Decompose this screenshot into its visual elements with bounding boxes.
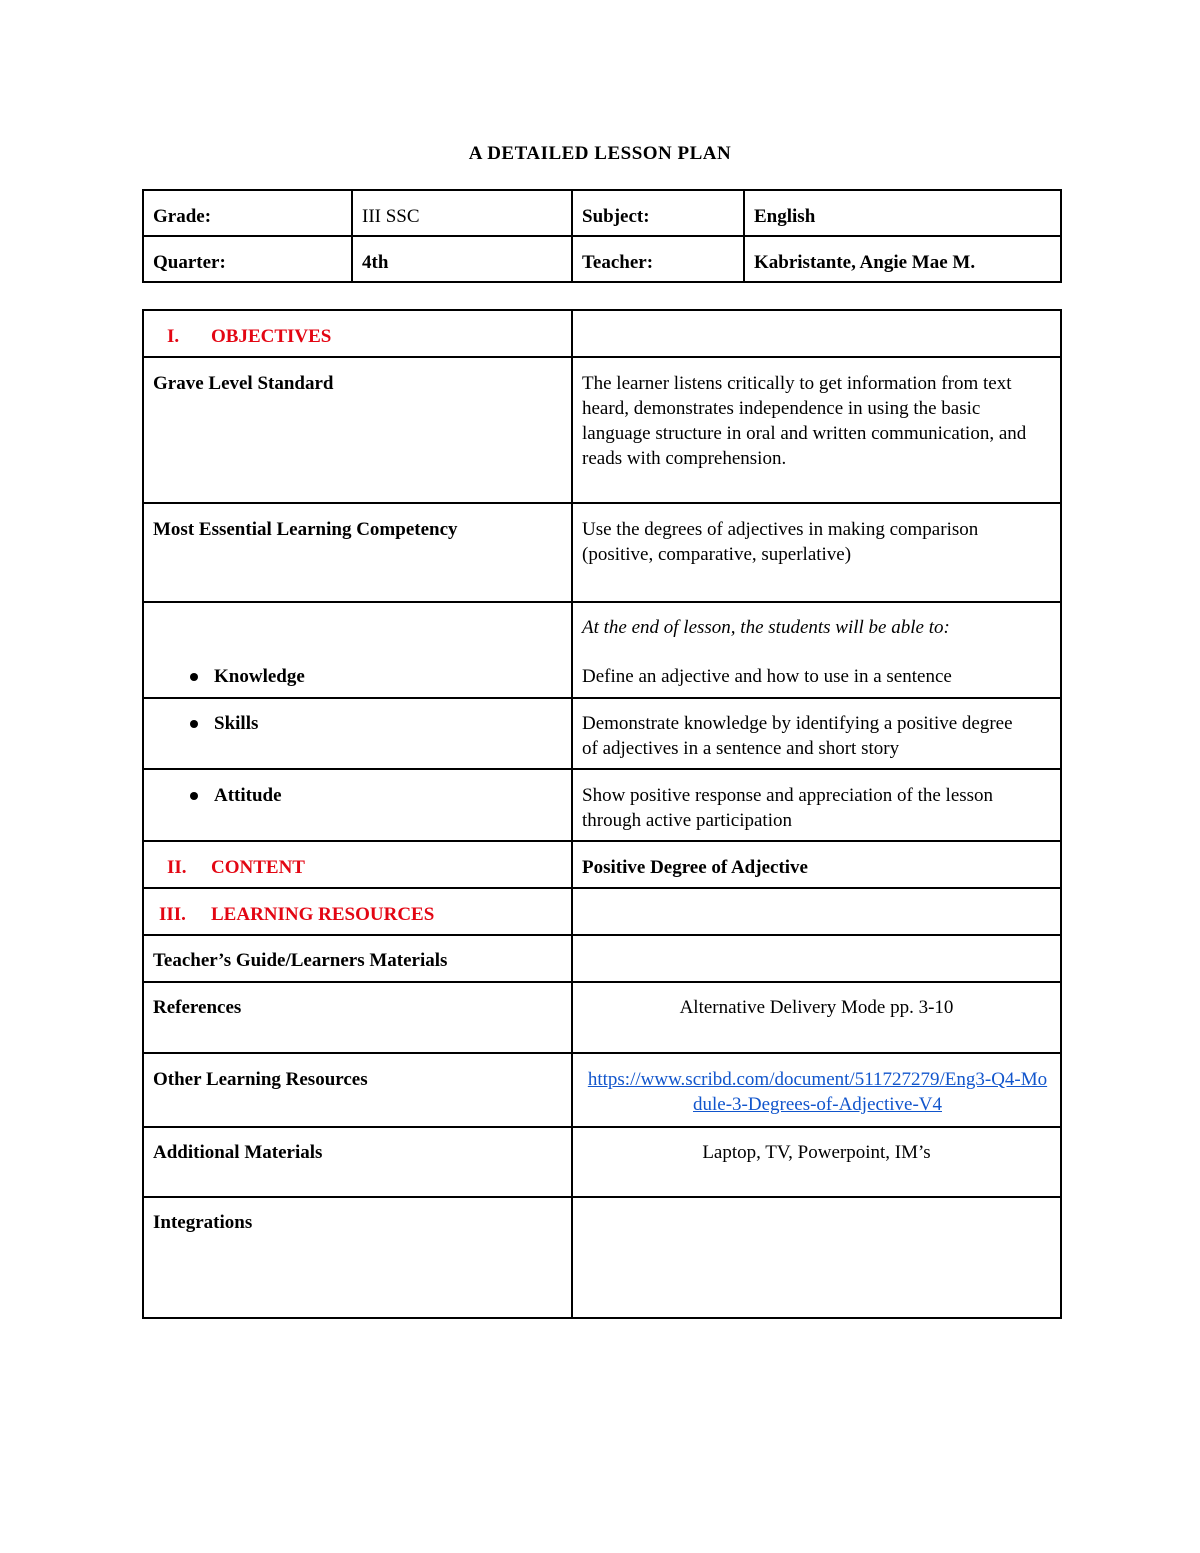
grade-level-label: Grave Level Standard — [143, 357, 572, 503]
knowledge-text: Define an adjective and how to use in a sentence — [582, 666, 952, 687]
knowledge-label: Knowledge — [214, 666, 305, 687]
objectives-empty-cell — [572, 310, 1061, 357]
attitude-cell — [143, 769, 572, 841]
info-row-grade — [143, 190, 1061, 236]
attitude-text: Show positive response and appreciation of the lesson through active participation — [572, 769, 1061, 841]
attitude-row — [143, 769, 1061, 841]
grade-level-row — [143, 357, 1061, 503]
grade-value: III SSC — [352, 190, 572, 236]
bullet-icon — [190, 792, 198, 800]
knowledge-row — [143, 602, 1061, 698]
knowledge-text-cell — [572, 602, 1061, 698]
additional-label: Additional Materials — [143, 1127, 572, 1197]
objectives-heading-cell — [143, 310, 572, 357]
resources-empty-cell — [572, 888, 1061, 935]
quarter-label: Quarter: — [143, 236, 352, 282]
resources-heading-cell — [143, 888, 572, 935]
skills-cell — [143, 698, 572, 769]
melc-label: Most Essential Learning Competency — [143, 503, 572, 602]
attitude-label: Attitude — [214, 785, 282, 806]
references-label: References — [143, 982, 572, 1053]
grade-level-text: The learner listens critically to get information from text heard, demonstrates independence in using the basic language structure in oral and written communication, and reads with comprehension. — [572, 357, 1061, 503]
melc-row — [143, 503, 1061, 602]
teacher-value: Kabristante, Angie Mae M. — [744, 236, 1061, 282]
content-heading-cell — [143, 841, 572, 888]
bullet-icon — [190, 673, 198, 681]
integrations-row — [143, 1197, 1061, 1318]
additional-text: Laptop, TV, Powerpoint, IM’s — [572, 1127, 1061, 1197]
document-title: A DETAILED LESSON PLAN — [468, 143, 732, 164]
objectives-num: I. — [167, 326, 180, 347]
tg-row — [143, 935, 1061, 982]
bullet-icon — [190, 720, 198, 728]
quarter-value: 4th — [352, 236, 572, 282]
references-text: Alternative Delivery Mode pp. 3-10 — [572, 982, 1061, 1053]
knowledge-cell — [143, 602, 572, 698]
info-table — [142, 189, 1062, 283]
objectives-heading: OBJECTIVES — [211, 326, 332, 347]
content-text: Positive Degree of Adjective — [572, 841, 1061, 888]
content-heading: CONTENT — [211, 857, 305, 878]
resources-heading: LEARNING RESOURCES — [211, 904, 435, 925]
objectives-heading-row — [143, 310, 1061, 357]
other-resources-link-cell — [572, 1053, 1061, 1127]
integrations-label: Integrations — [143, 1197, 572, 1318]
content-row — [143, 841, 1061, 888]
subject-label: Subject: — [572, 190, 744, 236]
subject-value: English — [744, 190, 1061, 236]
skills-text: Demonstrate knowledge by identifying a positive degree of adjectives in a sentence and short story — [572, 698, 1061, 769]
resources-num: III. — [159, 904, 186, 925]
info-row-quarter — [143, 236, 1061, 282]
other-resources-row — [143, 1053, 1061, 1127]
grade-label: Grade: — [143, 190, 352, 236]
teacher-label: Teacher: — [572, 236, 744, 282]
skills-row — [143, 698, 1061, 769]
lesson-plan-table — [142, 309, 1062, 1319]
other-resources-link[interactable]: https://www.scribd.com/document/511727279/Eng3-Q4-Module-3-Degrees-of-Adjective-V4 — [587, 1069, 1048, 1115]
references-row — [143, 982, 1061, 1053]
tg-label: Teacher’s Guide/Learners Materials — [143, 935, 572, 982]
additional-row — [143, 1127, 1061, 1197]
melc-text: Use the degrees of adjectives in making comparison (positive, comparative, superlative) — [572, 503, 1061, 602]
integrations-empty-cell — [572, 1197, 1061, 1318]
content-num: II. — [167, 857, 187, 878]
resources-heading-row — [143, 888, 1061, 935]
objectives-intro: At the end of lesson, the students will be able to: — [582, 617, 950, 638]
other-resources-label: Other Learning Resources — [143, 1053, 572, 1127]
skills-label: Skills — [214, 713, 259, 734]
tg-empty-cell — [572, 935, 1061, 982]
